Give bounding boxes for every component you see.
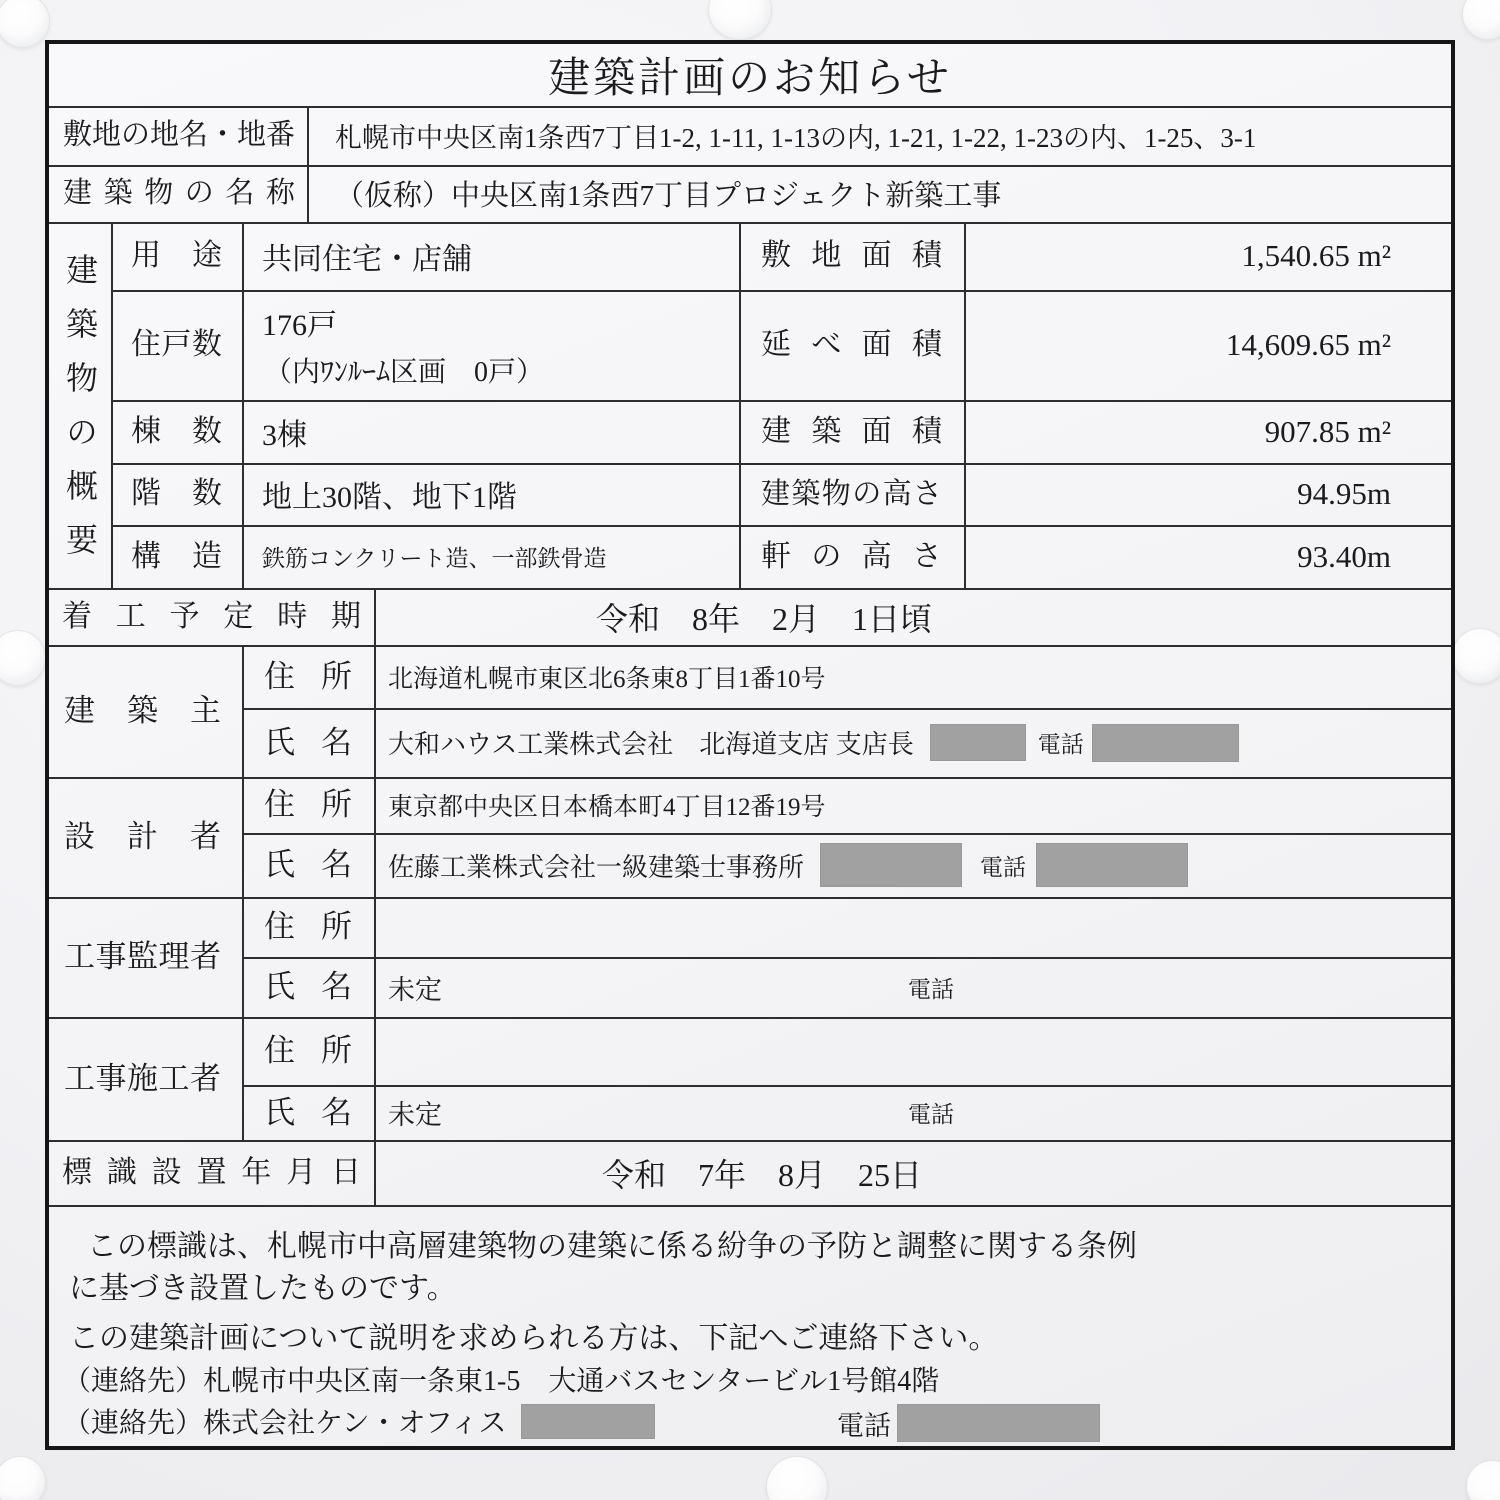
contact-phone-redacted — [897, 1404, 1100, 1442]
contractor-phone-label: 電話 — [908, 1102, 954, 1127]
supervisor-name-text: 未定 — [388, 974, 442, 1005]
site-area-value: 1,540.65 m² — [1241, 238, 1391, 273]
total-floor-area-label: 延べ面積 — [761, 328, 942, 361]
contractor-name-sublabel: 氏名 — [264, 1095, 352, 1130]
contact-phone-label: 電話 — [837, 1410, 891, 1441]
site-area-label: 敷地面積 — [761, 239, 942, 272]
mount-pin-right-middle — [1452, 628, 1500, 684]
owner-phone-label: 電話 — [1037, 732, 1084, 757]
designer-name-row — [374, 833, 1451, 897]
owner-label: 建築主 — [64, 693, 221, 728]
total-floor-area-value: 14,609.65 m² — [1225, 327, 1391, 362]
structure-label: 構造 — [131, 540, 222, 573]
owner-name-text: 大和ハウス工業株式会社 北海道支店 支店長 — [388, 730, 914, 759]
building-name-label: 建築物の名称 — [63, 177, 295, 209]
unit-count-value — [262, 290, 722, 400]
contractor-address-sublabel: 住所 — [264, 1033, 352, 1068]
notice-title: 建築計画のお知らせ — [548, 56, 952, 102]
supervisor-name-sublabel: 氏名 — [264, 969, 352, 1004]
designer-address-sublabel: 住所 — [264, 787, 352, 822]
owner-name-redacted — [930, 724, 1026, 761]
mount-pin-bottom-right — [1466, 1460, 1500, 1500]
designer-label: 設計者 — [64, 819, 221, 854]
contractor-name-text: 未定 — [388, 1100, 442, 1130]
start-period-label: 着工予定時期 — [62, 600, 361, 633]
owner-name-sublabel: 氏名 — [264, 725, 352, 760]
mount-pin-top-right — [1462, 0, 1500, 40]
structure-value: 鉄筋コンクリート造、一部鉄骨造 — [262, 546, 607, 571]
site-address-value: 札幌市中央区南1条西7丁目1-2, 1-11, 1-13の内, 1-21, 1-22, 1-23の内、1-25、3-1 — [335, 123, 1257, 153]
designer-phone-label: 電話 — [980, 854, 1027, 880]
overview-use-label: 用途 — [131, 239, 222, 272]
designer-name-text: 佐藤工業株式会社一級建築士事務所 — [388, 852, 805, 882]
contractor-address-value — [374, 1017, 1451, 1085]
building-count-label: 棟数 — [131, 415, 222, 448]
note-contact-address: （連絡先）札幌市中央区南一条東1-5 大通バスセンタービル1号館4階 — [63, 1366, 940, 1397]
overview-section-label: 建築物の概要 — [62, 253, 98, 577]
designer-name-redacted — [820, 843, 962, 887]
building-area-label: 建築面積 — [761, 415, 942, 448]
note-line-3: この建築計画について説明を求められる方は、下記へご連絡下さい。 — [69, 1322, 999, 1355]
contact-name-redacted — [521, 1404, 655, 1439]
note-contact-company — [63, 1401, 655, 1441]
start-period-value: 令和 8年 2月 1日頃 — [596, 600, 933, 637]
mount-pin-left-middle — [0, 630, 46, 686]
eaves-height-label: 軒の高さ — [761, 540, 942, 573]
contractor-label: 工事施工者 — [64, 1061, 221, 1096]
owner-address-value: 北海道札幌市東区北6条東8丁目1番10号 — [388, 665, 826, 693]
mount-pin-top-left — [0, 0, 50, 48]
mount-pin-top-center — [708, 0, 772, 40]
building-height-value: 94.95m — [1297, 476, 1391, 511]
unit-count-oneroom: （内ﾜﾝﾙｰﾑ区画 0戸） — [264, 357, 545, 388]
designer-phone-redacted — [1036, 843, 1188, 887]
building-area-value: 907.85 m² — [1264, 413, 1391, 449]
supervisor-phone-label: 電話 — [908, 976, 954, 1002]
building-count-value: 3棟 — [262, 418, 307, 452]
supervisor-address-sublabel: 住所 — [264, 909, 352, 944]
owner-phone-redacted — [1092, 724, 1239, 762]
floor-count-value: 地上30階、地下1階 — [262, 481, 517, 514]
notice-board — [45, 40, 1455, 1450]
supervisor-label: 工事監理者 — [64, 939, 221, 974]
supervisor-name-row — [374, 957, 1451, 1017]
designer-name-sublabel: 氏名 — [264, 847, 352, 882]
sign-date-value: 令和 7年 8月 25日 — [602, 1156, 923, 1193]
note-contact-phone — [837, 1403, 1100, 1443]
note-line-2: に基づき設置したものです。 — [69, 1272, 457, 1305]
site-address-label: 敷地の地名・地番 — [63, 119, 295, 151]
note-line-1: この標識は、札幌市中高層建築物の建築に係る紛争の予防と調整に関する条例 — [87, 1230, 1137, 1263]
owner-address-sublabel: 住所 — [264, 659, 352, 694]
unit-count-label: 住戸数 — [131, 328, 222, 361]
contractor-name-row — [374, 1085, 1451, 1140]
mount-pin-bottom-left — [0, 1456, 46, 1500]
building-height-label: 建築物の高さ — [761, 478, 942, 510]
notes-section — [49, 1205, 1451, 1446]
owner-name-row — [374, 708, 1451, 777]
supervisor-address-value — [374, 897, 1451, 957]
overview-use-value: 共同住宅・店舗 — [262, 243, 472, 276]
note-contact-company-text: （連絡先）株式会社ケン・オフィス — [63, 1408, 507, 1439]
designer-address-value: 東京都中央区日本橋本町4丁目12番19号 — [388, 794, 826, 821]
floor-count-label: 階数 — [131, 477, 222, 510]
building-name-value: （仮称）中央区南1条西7丁目プロジェクト新築工事 — [335, 180, 1002, 212]
mount-pin-bottom-center — [766, 1456, 828, 1500]
eaves-height-value: 93.40m — [1297, 538, 1391, 574]
sign-date-label: 標識設置年月日 — [62, 1156, 361, 1189]
unit-count-total: 176戸 — [262, 309, 337, 342]
